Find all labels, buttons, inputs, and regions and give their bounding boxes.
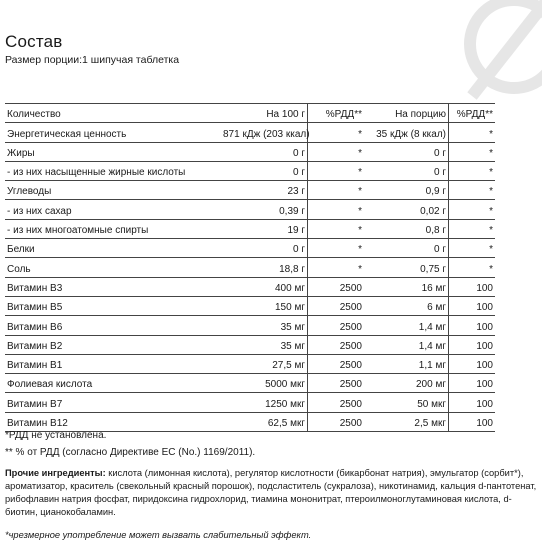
table-cell: 100 — [449, 354, 496, 373]
table-cell: * — [449, 142, 496, 161]
table-cell: 62,5 мкг — [221, 412, 308, 431]
table-row — [5, 374, 495, 393]
table-cell: - из них насыщенные жирные кислоты — [5, 161, 221, 180]
table-cell: 35 мг — [221, 335, 308, 354]
table-cell: 1,4 мг — [364, 316, 449, 335]
table-cell: 150 мг — [221, 296, 308, 315]
table-cell: Углеводы — [5, 181, 221, 200]
table-cell: 2500 — [308, 316, 365, 335]
table-cell: * — [449, 239, 496, 258]
table-cell: 0,9 г — [364, 181, 449, 200]
table-row — [5, 239, 495, 258]
table-cell: 100 — [449, 335, 496, 354]
table-cell: 16 мг — [364, 277, 449, 296]
table-cell: 0,75 г — [364, 258, 449, 277]
table-cell: 100 — [449, 296, 496, 315]
table-cell: Витамин B2 — [5, 335, 221, 354]
table-cell: 100 — [449, 316, 496, 335]
table-cell: 0,8 г — [364, 219, 449, 238]
table-cell: Витамин B1 — [5, 354, 221, 373]
table-cell: 2500 — [308, 354, 365, 373]
note-percent: ** % от РДД (согласно Директиве ЕС (No.) 1169/2011). — [5, 447, 256, 458]
note-rdd: *РДД не установлена. — [5, 430, 107, 441]
table-cell: 871 кДж (203 ккал) — [221, 123, 308, 142]
table-cell: * — [449, 258, 496, 277]
table-cell: 1,4 мг — [364, 335, 449, 354]
table-cell: 0 г — [364, 142, 449, 161]
table-cell: 2500 — [308, 412, 365, 431]
table-cell: 2500 — [308, 296, 365, 315]
table-cell: - из них сахар — [5, 200, 221, 219]
header-cell: На 100 г — [221, 104, 308, 123]
table-row — [5, 181, 495, 200]
ingredients — [5, 467, 537, 519]
table-cell: Фолиевая кислота — [5, 374, 221, 393]
table-cell: 50 мкг — [364, 393, 449, 412]
table-row — [5, 123, 495, 142]
table-cell: * — [308, 219, 365, 238]
table-cell: 0 г — [364, 161, 449, 180]
table-row — [5, 354, 495, 373]
table-cell: 0 г — [364, 239, 449, 258]
warning-text: *чрезмерное употребление может вызвать слабительный эффект. — [5, 530, 312, 540]
table-cell: 27,5 мг — [221, 354, 308, 373]
table-row — [5, 316, 495, 335]
table-cell: 100 — [449, 277, 496, 296]
table-row — [5, 296, 495, 315]
table-row — [5, 142, 495, 161]
table-cell: * — [308, 239, 365, 258]
header-cell: На порцию — [364, 104, 449, 123]
table-cell: * — [449, 181, 496, 200]
table-cell: 100 — [449, 393, 496, 412]
header-cell: %РДД** — [449, 104, 496, 123]
table-cell: 1,1 мг — [364, 354, 449, 373]
table-cell: Витамин B12 — [5, 412, 221, 431]
table-cell: 100 — [449, 374, 496, 393]
table-cell: 400 мг — [221, 277, 308, 296]
table-row — [5, 393, 495, 412]
table-cell: * — [308, 161, 365, 180]
table-cell: * — [449, 123, 496, 142]
table-cell: Витамин B6 — [5, 316, 221, 335]
table-cell: 100 — [449, 412, 496, 431]
table-cell: * — [308, 123, 365, 142]
table-row — [5, 258, 495, 277]
table-cell: 2,5 мкг — [364, 412, 449, 431]
table-cell: 0 г — [221, 161, 308, 180]
page-title: Состав — [5, 32, 63, 51]
table-cell: Витамин B5 — [5, 296, 221, 315]
table-row — [5, 277, 495, 296]
nutrition-table — [5, 103, 495, 432]
table-cell: 2500 — [308, 374, 365, 393]
table-cell: 35 кДж (8 ккал) — [364, 123, 449, 142]
table-cell: * — [449, 200, 496, 219]
table-cell: 18,8 г — [221, 258, 308, 277]
table-cell: 0 г — [221, 239, 308, 258]
table-cell: 200 мг — [364, 374, 449, 393]
table-cell: * — [308, 142, 365, 161]
table-cell: 19 г — [221, 219, 308, 238]
table-cell: 2500 — [308, 335, 365, 354]
ingredients-text: кислота (лимонная кислота), регулятор кислотности (бикарбонат натрия), эмульгатор (сорбит*), ароматизатор, краситель (свекольный красный порошок), подсластитель (сукралоза), никотинамид, кальция d-пантотенат, рибофлавин натрия фосфат, пиридоксина гидрохлорид, тиамина мононитрат, птероилмоноглутаминовая кислота, d-биотин, цианокобаламин. — [5, 468, 537, 517]
table-cell: Витамин B7 — [5, 393, 221, 412]
table-row — [5, 219, 495, 238]
header-cell: Количество — [5, 104, 221, 123]
table-cell: * — [449, 161, 496, 180]
table-cell: Жиры — [5, 142, 221, 161]
serving-size: Размер порции:1 шипучая таблетка — [5, 54, 180, 66]
table-cell: * — [308, 258, 365, 277]
brand-logo-watermark-icon — [452, 0, 542, 106]
table-cell: - из них многоатомные спирты — [5, 219, 221, 238]
table-header-row — [5, 104, 495, 123]
table-cell: * — [449, 219, 496, 238]
table-cell: Соль — [5, 258, 221, 277]
table-row — [5, 412, 495, 431]
table-cell: 23 г — [221, 181, 308, 200]
table-cell: Витамин B3 — [5, 277, 221, 296]
table-cell: 35 мг — [221, 316, 308, 335]
ingredients-label: Прочие ингредиенты: — [5, 468, 106, 478]
header-cell: %РДД** — [308, 104, 365, 123]
table-cell: 1250 мкг — [221, 393, 308, 412]
table-row — [5, 335, 495, 354]
table-cell: * — [308, 181, 365, 200]
table-cell: 0 г — [221, 142, 308, 161]
table-cell: 6 мг — [364, 296, 449, 315]
table-cell: 0,02 г — [364, 200, 449, 219]
table-cell: 2500 — [308, 393, 365, 412]
table-cell: * — [308, 200, 365, 219]
table-cell: 0,39 г — [221, 200, 308, 219]
table-cell: 5000 мкг — [221, 374, 308, 393]
table-cell: 2500 — [308, 277, 365, 296]
table-cell: Белки — [5, 239, 221, 258]
table-row — [5, 200, 495, 219]
table-row — [5, 161, 495, 180]
table-cell: Энергетическая ценность — [5, 123, 221, 142]
